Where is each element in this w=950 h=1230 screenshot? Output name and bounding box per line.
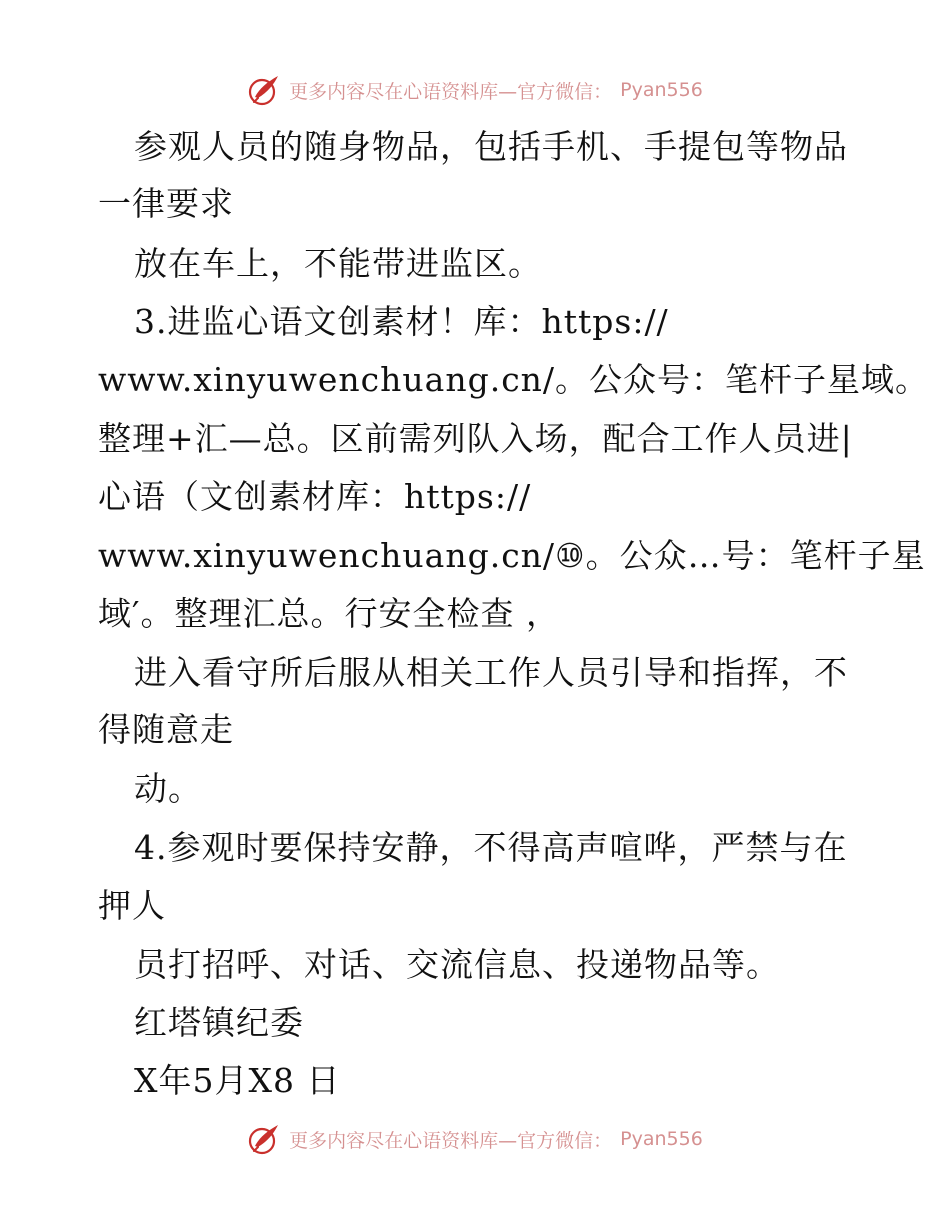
text-line: 参观人员的随身物品，包括手机、手提包等物品: [134, 127, 848, 166]
text-line: 得随意走: [98, 710, 234, 749]
footer-watermark: [0, 1119, 950, 1159]
watermark-wechat-id: Pyan556: [620, 79, 703, 101]
text-line: www.xinyuwenchuang.cn/⑩。公众…号：笔杆子星: [98, 536, 926, 575]
text-line: 3.进监心语文创素材！库：https://: [134, 302, 669, 341]
text-line: 整理+汇—总。区前需列队入场，配合工作人员进|: [98, 419, 853, 458]
text-line: www.xinyuwenchuang.cn/。公众号：笔杆子星域。: [98, 360, 930, 399]
text-line: 4.参观时要保持安静，不得高声喧哗，严禁与在: [134, 828, 848, 867]
text-line: 域′。整理汇总。行安全检查 ，: [98, 594, 560, 633]
text-line: 动。: [134, 769, 202, 808]
text-line: 放在车上，不能带进监区。: [134, 244, 542, 283]
watermark-text: 更多内容尽在心语资料库—官方微信：: [289, 1129, 613, 1152]
text-line: 心语（文创素材库：https://: [98, 477, 532, 516]
watermark-wechat-id: Pyan556: [620, 1128, 703, 1150]
signature-date: X年5月X8 日: [134, 1061, 341, 1100]
text-line: 进入看守所后服从相关工作人员引导和指挥，不: [134, 653, 848, 692]
signature-organization: 红塔镇纪委: [134, 1003, 304, 1042]
watermark-text: 更多内容尽在心语资料库—官方微信：: [289, 80, 613, 103]
text-line: 一律要求: [98, 184, 234, 223]
text-line: 押人: [98, 886, 166, 925]
text-line: 员打招呼、对话、交流信息、投递物品等。: [134, 945, 780, 984]
quill-logo-icon: [247, 1122, 281, 1156]
